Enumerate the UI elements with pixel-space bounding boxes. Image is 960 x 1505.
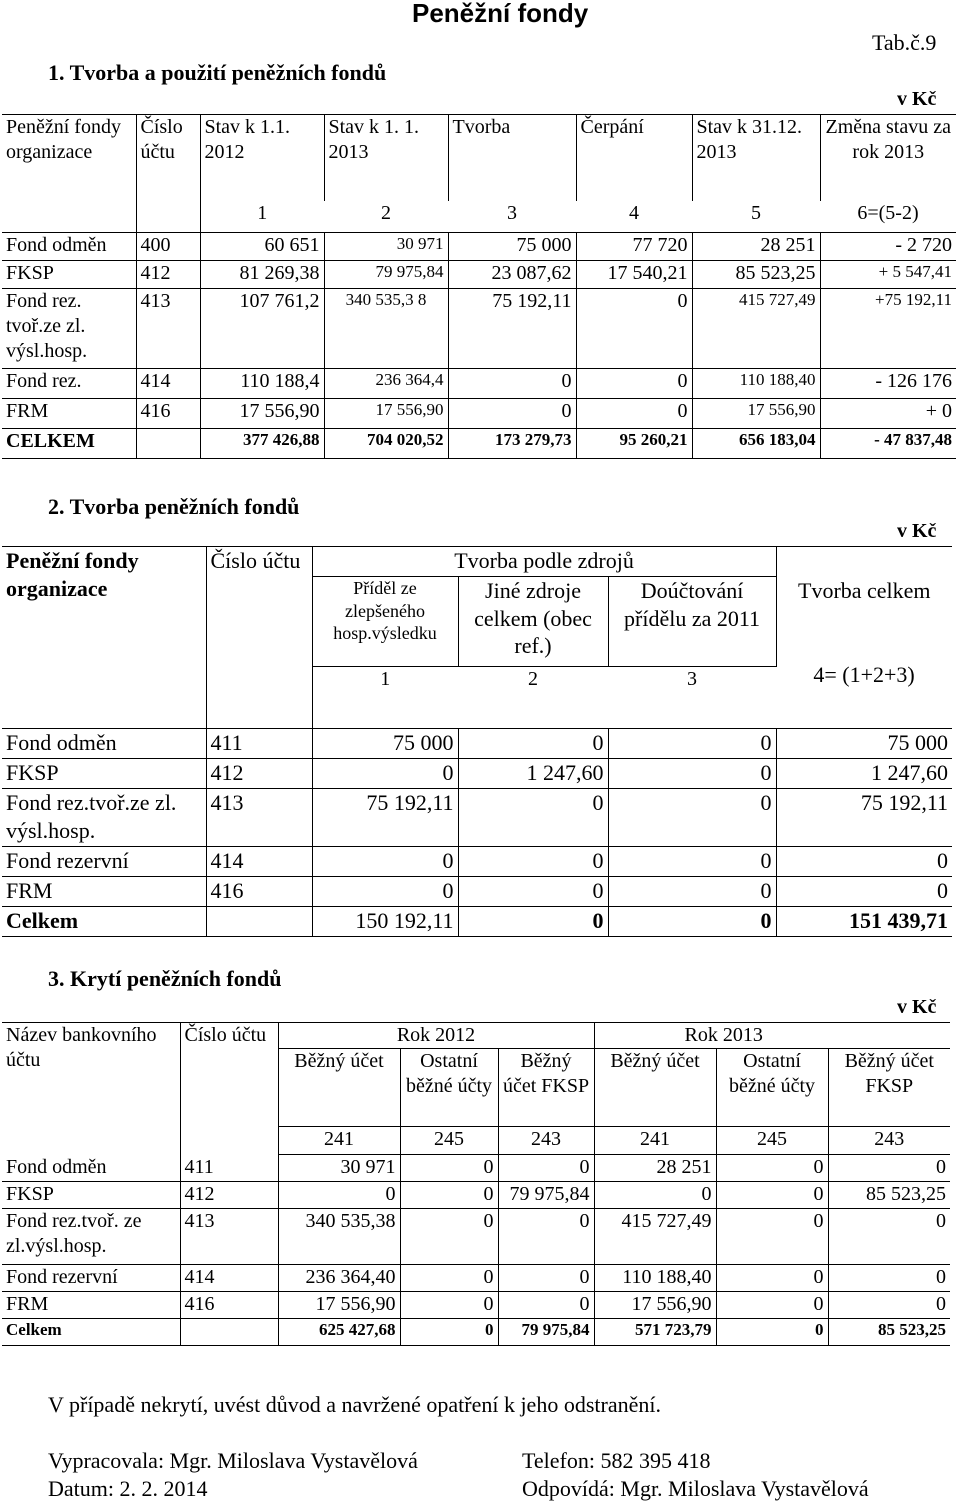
cell-value: 0 xyxy=(576,369,692,399)
header-fksp-account: Běžný účet FKSP xyxy=(498,1049,594,1127)
cell-value: 0 xyxy=(608,789,776,847)
table-row xyxy=(2,1155,950,1182)
fund-name: Celkem xyxy=(2,907,206,937)
header-fund: Peněžní fondy organizace xyxy=(2,547,206,701)
cell-value: 236 364,4 xyxy=(324,369,448,399)
cell-value: 0 xyxy=(716,1155,828,1182)
header-account: Číslo účtu xyxy=(206,547,312,701)
account-number: 414 xyxy=(180,1265,278,1292)
responsible-person: Odpovídá: Mgr. Miloslava Vystavělová xyxy=(522,1476,869,1501)
cell-value: 0 xyxy=(608,877,776,907)
account-number: 416 xyxy=(136,399,200,429)
table-reference: Tab.č.9 xyxy=(872,30,937,55)
cell-value: 340 535,3 8 xyxy=(324,289,448,369)
fund-name: FKSP xyxy=(2,1182,180,1209)
cell-value: 0 xyxy=(828,1292,950,1319)
table-row xyxy=(2,789,952,847)
cell-value: 30 971 xyxy=(324,233,448,261)
cell-value: 81 269,38 xyxy=(200,261,324,289)
cell-value: 0 xyxy=(716,1292,828,1319)
cell-value: 625 427,68 xyxy=(278,1319,400,1346)
table-row xyxy=(2,261,956,289)
cell-value: 0 xyxy=(278,1182,400,1209)
cell-value: 17 556,90 xyxy=(692,399,820,429)
currency-label: v Kč xyxy=(897,520,937,542)
header-account: Číslo účtu xyxy=(136,115,200,233)
cell-value: 17 556,90 xyxy=(594,1292,716,1319)
fund-name: Celkem xyxy=(2,1319,180,1346)
table-total-row xyxy=(2,429,956,459)
cell-value: 0 xyxy=(608,907,776,937)
cell-value: 79 975,84 xyxy=(498,1182,594,1209)
header-state-2013: Stav k 1. 1. 2013 xyxy=(324,115,448,201)
cell-value: 17 556,90 xyxy=(278,1292,400,1319)
header-source-group: Tvorba podle zdrojů xyxy=(312,547,776,577)
cell-value: 17 556,90 xyxy=(324,399,448,429)
cell-value: 85 523,25 xyxy=(828,1319,950,1346)
header-state-end: Stav k 31.12. 2013 xyxy=(692,115,820,201)
cell-value: 0 xyxy=(716,1265,828,1292)
account-number: 412 xyxy=(136,261,200,289)
fund-name: Fond rez. xyxy=(2,369,136,399)
cell-value: 1 247,60 xyxy=(458,759,608,789)
account-number: 416 xyxy=(206,877,312,907)
cell-value: 0 xyxy=(458,907,608,937)
header-state-2012: Stav k 1.1. 2012 xyxy=(200,115,324,201)
cell-value: 110 188,4 xyxy=(200,369,324,399)
table-row xyxy=(2,729,952,759)
header-additional: Doúčtování přídělu za 2011 xyxy=(608,577,776,667)
cell-value: 704 020,52 xyxy=(324,429,448,459)
cell-value: 415 727,49 xyxy=(692,289,820,369)
cell-value: 0 xyxy=(608,729,776,759)
cell-value: 0 xyxy=(498,1209,594,1265)
cell-value: 85 523,25 xyxy=(828,1182,950,1209)
cell-value: 0 xyxy=(716,1319,828,1346)
page-title: Peněžní fondy xyxy=(412,0,589,28)
currency-label: v Kč xyxy=(897,88,937,110)
account-code: 245 xyxy=(716,1127,828,1155)
cell-value: 571 723,79 xyxy=(594,1319,716,1346)
cell-value: 0 xyxy=(400,1265,498,1292)
account-code: 241 xyxy=(594,1127,716,1155)
account-code: 241 xyxy=(278,1127,400,1155)
header-account: Číslo účtu xyxy=(180,1023,278,1155)
account-number xyxy=(180,1319,278,1346)
cell-value: 0 xyxy=(458,877,608,907)
account-number: 414 xyxy=(206,847,312,877)
cell-value: 0 xyxy=(400,1292,498,1319)
fund-name: Fond odměn xyxy=(2,1155,180,1182)
cell-value: 17 556,90 xyxy=(200,399,324,429)
cell-value: 236 364,40 xyxy=(278,1265,400,1292)
cell-value: 0 xyxy=(458,847,608,877)
header-bank-account: Název bankovního účtu xyxy=(2,1023,180,1155)
cell-value: 0 xyxy=(312,847,458,877)
fund-name: CELKEM xyxy=(2,429,136,459)
account-code: 243 xyxy=(498,1127,594,1155)
cell-value: 0 xyxy=(400,1155,498,1182)
section2-heading: 2. Tvorba peněžních fondů xyxy=(48,494,300,519)
cell-value: 75 192,11 xyxy=(448,289,576,369)
col-number: 5 xyxy=(692,201,820,233)
col-number: 2 xyxy=(324,201,448,233)
header-year-2012: Rok 2012 xyxy=(278,1023,594,1049)
cell-value: 95 260,21 xyxy=(576,429,692,459)
prepared-by: Vypracovala: Mgr. Miloslava Vystavělová xyxy=(48,1448,418,1473)
table-header-row xyxy=(2,547,952,577)
phone: Telefon: 582 395 418 xyxy=(522,1448,711,1473)
cell-value: + 0 xyxy=(820,399,956,429)
account-number: 416 xyxy=(180,1292,278,1319)
fund-name: FRM xyxy=(2,1292,180,1319)
cell-value: - 2 720 xyxy=(820,233,956,261)
header-other-accounts: Ostatní běžné účty xyxy=(716,1049,828,1127)
cell-value: 0 xyxy=(498,1292,594,1319)
header-total: Tvorba celkem xyxy=(798,577,931,603)
table-row xyxy=(2,1292,950,1319)
table-row xyxy=(2,877,952,907)
fund-name: Fond rezervní xyxy=(2,847,206,877)
table-row xyxy=(2,1209,950,1265)
cell-value: 75 192,11 xyxy=(776,789,952,847)
header-current-account: Běžný účet xyxy=(278,1049,400,1127)
account-number: 413 xyxy=(180,1209,278,1265)
account-code: 243 xyxy=(828,1127,950,1155)
table-row xyxy=(2,847,952,877)
cell-value: + 5 547,41 xyxy=(820,261,956,289)
section3-heading: 3. Krytí peněžních fondů xyxy=(48,966,282,991)
table-header-row xyxy=(2,115,956,201)
cell-value: - 126 176 xyxy=(820,369,956,399)
cell-value: 30 971 xyxy=(278,1155,400,1182)
col-number: 2 xyxy=(528,668,538,690)
cell-value: 415 727,49 xyxy=(594,1209,716,1265)
header-spending: Čerpání xyxy=(576,115,692,201)
fund-name: Fond rez. tvoř.ze zl. výsl.hosp. xyxy=(2,289,136,369)
header-other-accounts: Ostatní běžné účty xyxy=(400,1049,498,1127)
fund-name: FKSP xyxy=(2,759,206,789)
header-divider-row xyxy=(2,701,952,729)
header-current-account: Běžný účet xyxy=(594,1049,716,1127)
table-total-row xyxy=(2,1319,950,1346)
col-number: 4= (1+2+3) xyxy=(776,661,952,689)
cell-value: +75 192,11 xyxy=(820,289,956,369)
cell-value: 79 975,84 xyxy=(324,261,448,289)
funds-usage-table xyxy=(2,114,956,459)
account-number: 413 xyxy=(136,289,200,369)
cell-value: 0 xyxy=(828,1209,950,1265)
cell-value: 0 xyxy=(458,789,608,847)
cell-value: 0 xyxy=(448,399,576,429)
cell-value: 75 192,11 xyxy=(312,789,458,847)
cell-value: 1 247,60 xyxy=(776,759,952,789)
fund-name: Fond rez.tvoř. ze zl.výsl.hosp. xyxy=(2,1209,180,1265)
cell-value: 150 192,11 xyxy=(312,907,458,937)
account-number: 413 xyxy=(206,789,312,847)
cell-value: 85 523,25 xyxy=(692,261,820,289)
cell-value: 0 xyxy=(400,1182,498,1209)
header-other-sources: Jiné zdroje celkem (obec ref.) xyxy=(458,577,608,667)
date: Datum: 2. 2. 2014 xyxy=(48,1476,208,1501)
table-row xyxy=(2,369,956,399)
coverage-note: V případě nekrytí, uvést důvod a navržené opatření k jeho odstranění. xyxy=(48,1392,661,1417)
cell-value: 0 xyxy=(828,1265,950,1292)
cell-value: 0 xyxy=(312,759,458,789)
cell-value: 110 188,40 xyxy=(692,369,820,399)
header-spacer xyxy=(776,547,952,577)
cell-value: 23 087,62 xyxy=(448,261,576,289)
header-allocation: Příděl ze zlepšeného hosp.výsledku xyxy=(312,577,458,667)
cell-value: 0 xyxy=(776,877,952,907)
currency-label: v Kč xyxy=(897,996,937,1018)
account-number xyxy=(136,429,200,459)
col-number: 3 xyxy=(687,668,698,690)
fund-name: FRM xyxy=(2,877,206,907)
account-number: 412 xyxy=(206,759,312,789)
col-number: 6=(5-2) xyxy=(820,201,956,233)
table-row xyxy=(2,1265,950,1292)
cell-value: 0 xyxy=(400,1209,498,1265)
cell-value: 79 975,84 xyxy=(498,1319,594,1346)
account-number xyxy=(206,907,312,937)
table-header-row xyxy=(2,1023,950,1049)
cell-value: 0 xyxy=(608,759,776,789)
cell-value: 0 xyxy=(716,1209,828,1265)
cell-value: 0 xyxy=(448,369,576,399)
account-number: 411 xyxy=(206,729,312,759)
cell-value: 0 xyxy=(776,847,952,877)
account-code: 245 xyxy=(400,1127,498,1155)
cell-value: 0 xyxy=(828,1155,950,1182)
cell-value: 75 000 xyxy=(312,729,458,759)
cell-value: 28 251 xyxy=(692,233,820,261)
cell-value: 151 439,71 xyxy=(776,907,952,937)
header-change: Změna stavu za rok 2013 xyxy=(820,115,956,201)
cell-value: 0 xyxy=(400,1319,498,1346)
section1-heading: 1. Tvorba a použití peněžních fondů xyxy=(48,60,387,85)
fund-name: Fond rez.tvoř.ze zl. výsl.hosp. xyxy=(2,789,206,847)
cell-value: 107 761,2 xyxy=(200,289,324,369)
cell-value: - 47 837,48 xyxy=(820,429,956,459)
cell-value: 0 xyxy=(576,399,692,429)
table-row xyxy=(2,759,952,789)
table-total-row xyxy=(2,907,952,937)
cell-value: 77 720 xyxy=(576,233,692,261)
cell-value: 60 651 xyxy=(200,233,324,261)
fund-name: Fond odměn xyxy=(2,729,206,759)
cell-value: 17 540,21 xyxy=(576,261,692,289)
table-row xyxy=(2,233,956,261)
header-fund: Peněžní fondy organizace xyxy=(2,115,136,233)
account-number: 411 xyxy=(180,1155,278,1182)
header-creation: Tvorba xyxy=(448,115,576,201)
col-number: 3 xyxy=(448,201,576,233)
cell-value: 0 xyxy=(594,1182,716,1209)
fund-name: Fond rezervní xyxy=(2,1265,180,1292)
fund-name: Fond odměn xyxy=(2,233,136,261)
cell-value: 0 xyxy=(576,289,692,369)
cell-value: 0 xyxy=(716,1182,828,1209)
cell-value: 75 000 xyxy=(448,233,576,261)
cell-value: 0 xyxy=(498,1155,594,1182)
fund-name: FRM xyxy=(2,399,136,429)
header-year-2013: Rok 2013 xyxy=(594,1023,950,1049)
cell-value: 173 279,73 xyxy=(448,429,576,459)
cell-value: 75 000 xyxy=(776,729,952,759)
cell-value: 0 xyxy=(498,1265,594,1292)
funds-coverage-table xyxy=(2,1022,950,1346)
header-fksp-account: Běžný účet FKSP xyxy=(828,1049,950,1127)
table-row xyxy=(2,399,956,429)
cell-value: 0 xyxy=(312,877,458,907)
account-number: 414 xyxy=(136,369,200,399)
col-number: 1 xyxy=(200,201,324,233)
table-row xyxy=(2,1182,950,1209)
fund-name: FKSP xyxy=(2,261,136,289)
cell-value: 656 183,04 xyxy=(692,429,820,459)
cell-value: 340 535,38 xyxy=(278,1209,400,1265)
cell-value: 377 426,88 xyxy=(200,429,324,459)
cell-value: 110 188,40 xyxy=(594,1265,716,1292)
account-number: 412 xyxy=(180,1182,278,1209)
cell-value: 0 xyxy=(458,729,608,759)
col-number: 1 xyxy=(380,668,391,690)
cell-value: 28 251 xyxy=(594,1155,716,1182)
account-number: 400 xyxy=(136,233,200,261)
table-row xyxy=(2,289,956,369)
col-number: 4 xyxy=(576,201,692,233)
cell-value: 0 xyxy=(608,847,776,877)
funds-creation-table xyxy=(2,546,952,937)
